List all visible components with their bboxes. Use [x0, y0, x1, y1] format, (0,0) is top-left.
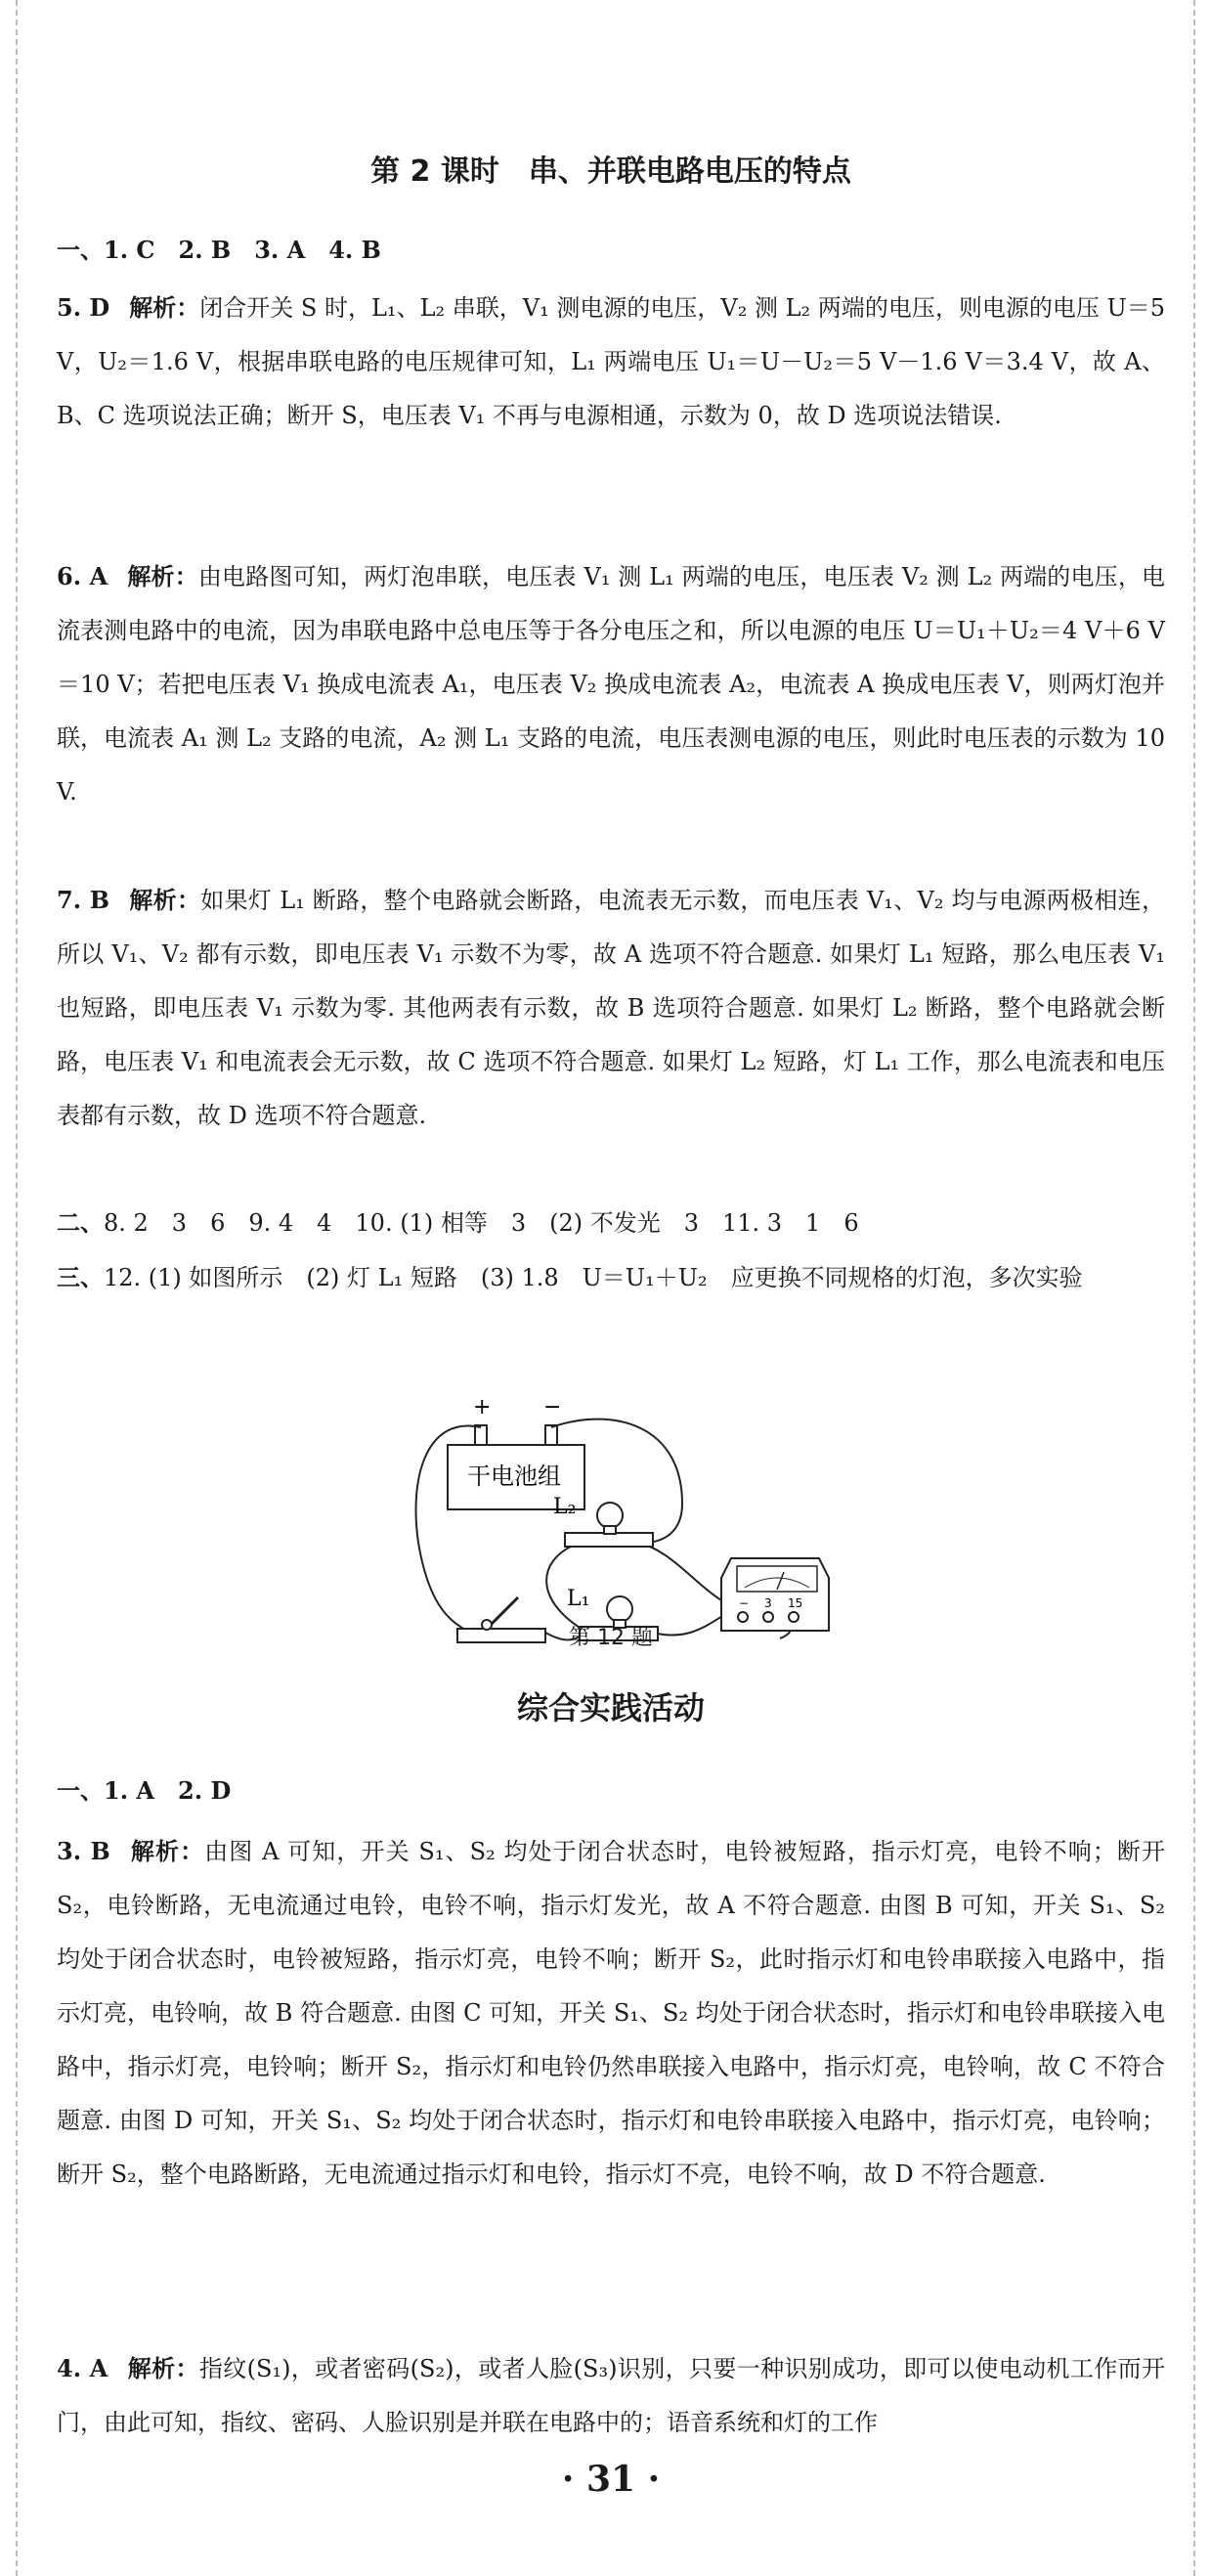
section-marker: 二、 — [57, 1208, 104, 1237]
q5-answer: 5. D — [57, 293, 110, 322]
q6-label: 解析： — [127, 562, 198, 590]
fill-answers — [57, 1196, 1165, 1250]
l2-label: L₂ — [553, 1495, 577, 1519]
experiment-answers — [57, 1250, 1165, 1305]
minus-label: − — [543, 1395, 562, 1419]
fill-answer-text: 8. 2 3 6 9. 4 4 10. (1) 相等 3 (2) 不发光 3 11. 3 1 6 — [104, 1209, 859, 1237]
question-7 — [57, 873, 1165, 1143]
section-marker: 三、 — [57, 1263, 104, 1291]
q3-text: 由图 A 可知，开关 S₁、S₂ 均处于闭合状态时，电铃被短路，指示灯亮，电铃不响；断开 S₂，电铃断路，无电流通过电铃，电铃不响，指示灯发光，故 A 不符合题意. 由图 B 可知，开关 S₁、S₂ 均处于闭合状态时，电铃被短路，指示灯亮，电铃不响；断开 S₂，此时指示灯和电铃串联接入电路中，指示灯亮，电铃响，故 B 符合题意. 由图 C 可知，开关 S₁、S₂ 均处于闭合状态时，指示灯和电铃串联接入电路中，指示灯亮，电铃响；断开 S₂，指示灯和电铃仍然串联接入电路中，指示灯亮，电铃响，故 C 不符合题意. 由图 D 可知，开关 S₁、S₂ 均处于闭合状态时，指示灯和电铃串联接入电路中，指示灯亮，电铃响；断开 S₂，整个电路断路，无电流通过指示灯和电铃，指示灯不亮，电铃不响，故 D 不符合题意. — [57, 1838, 1165, 2188]
circuit-figure — [389, 1386, 839, 1660]
meter-terminal-label: − — [739, 1596, 750, 1610]
plus-label: + — [473, 1395, 492, 1419]
section-marker: 一、 — [57, 236, 104, 264]
q7-text: 如果灯 L₁ 断路，整个电路就会断路，电流表无示数，而电压表 V₁、V₂ 均与电源两极相连，所以 V₁、V₂ 都有示数，即电压表 V₁ 示数不为零，故 A 选项不符合题意. 如果灯 L₁ 短路，那么电压表 V₁ 也短路，即电压表 V₁ 示数为零. 其他两表有示数，故 B 选项符合题意. 如果灯 L₂ 断路，整个电路就会断路，电压表 V₁ 和电流表会无示数，故 C 选项不符合题意. 如果灯 L₂ 短路，灯 L₁ 工作，那么电流表和电压表都有示数，故 D 选项不符合题意. — [57, 887, 1165, 1129]
q4-label: 解析： — [127, 2354, 199, 2382]
battery-negative-terminal — [545, 1425, 557, 1445]
left-binding-line — [16, 0, 18, 2576]
q4-answer: 4. A — [57, 2354, 108, 2382]
mc-answers-1 — [57, 223, 1165, 278]
experiment-answer-text: 12. (1) 如图所示 (2) 灯 L₁ 短路 (3) 1.8 U＝U₁＋U₂ 应更换不同规格的灯泡，多次实验 — [104, 1264, 1083, 1291]
mc-answer-text: 1. C 2. B 3. A 4. B — [104, 236, 381, 264]
q7-answer: 7. B — [57, 886, 110, 914]
question-3 — [57, 1824, 1165, 2202]
q4-text: 指纹(S₁)，或者密码(S₂)，或者人脸(S₃)识别，只要一种识别成功，即可以使电动机工作而开门，由此可知，指纹、密码、人脸识别是并联在电路中的；语音系统和灯的工作 — [57, 2355, 1166, 2436]
figure-caption: 第 12 题 — [569, 1626, 653, 1650]
q5-text: 闭合开关 S 时，L₁、L₂ 串联，V₁ 测电源的电压，V₂ 测 L₂ 两端的电压，则电源的电压 U＝5 V，U₂＝1.6 V，根据串联电路的电压规律可知，L₁ 两端电压 U₁＝U－U₂＝5 V－1.6 V＝3.4 V，故 A、B、C 选项说法正确；断开 S，电压表 V₁ 不再与电源相通，示数为 0，故 D 选项说法错误. — [57, 294, 1165, 429]
meter-terminal-label: 3 — [764, 1596, 772, 1610]
battery-positive-terminal — [475, 1425, 487, 1445]
lesson-title: 第 2 课时 串、并联电路电压的特点 — [370, 154, 851, 189]
mc-answer-text: 1. A 2. D — [104, 1776, 232, 1805]
lamp-socket — [604, 1526, 616, 1534]
lamp-l2-icon — [597, 1503, 623, 1528]
q6-answer: 6. A — [57, 562, 108, 590]
lamp-l1-icon — [607, 1596, 632, 1622]
q3-answer: 3. B — [57, 1837, 110, 1865]
meter-terminal-label: 15 — [788, 1596, 803, 1610]
section-marker: 一、 — [57, 1776, 104, 1805]
page-number: · 31 · — [561, 2459, 661, 2500]
q6-text: 由电路图可知，两灯泡串联，电压表 V₁ 测 L₁ 两端的电压，电压表 V₂ 测 L₂ 两端的电压，电流表测电路中的电流，因为串联电路中总电压等于各分电压之和，所以电源的电压 U＝U₁＋U₂＝4 V＋6 V＝10 V；若把电压表 V₁ 换成电流表 A₁，电压表 V₂ 换成电流表 A₂，电流表 A 换成电压表 V，则两灯泡并联，电流表 A₁ 测 L₂ 支路的电流，A₂ 测 L₁ 支路的电流，电压表测电源的电压，则此时电压表的示数为 10 V. — [57, 563, 1165, 806]
section-title: 综合实践活动 — [516, 1689, 705, 1726]
q7-label: 解析： — [129, 886, 201, 914]
q5-label: 解析： — [129, 293, 200, 322]
battery-label: 干电池组 — [467, 1463, 561, 1490]
question-6 — [57, 549, 1165, 819]
question-4 — [57, 2341, 1165, 2450]
question-5 — [57, 281, 1165, 443]
right-binding-line — [1193, 0, 1195, 2576]
l1-label: L₁ — [567, 1587, 590, 1611]
mc-answers-2 — [57, 1764, 1165, 1818]
q3-label: 解析： — [129, 1837, 205, 1865]
lamp-base-l2 — [565, 1533, 653, 1547]
